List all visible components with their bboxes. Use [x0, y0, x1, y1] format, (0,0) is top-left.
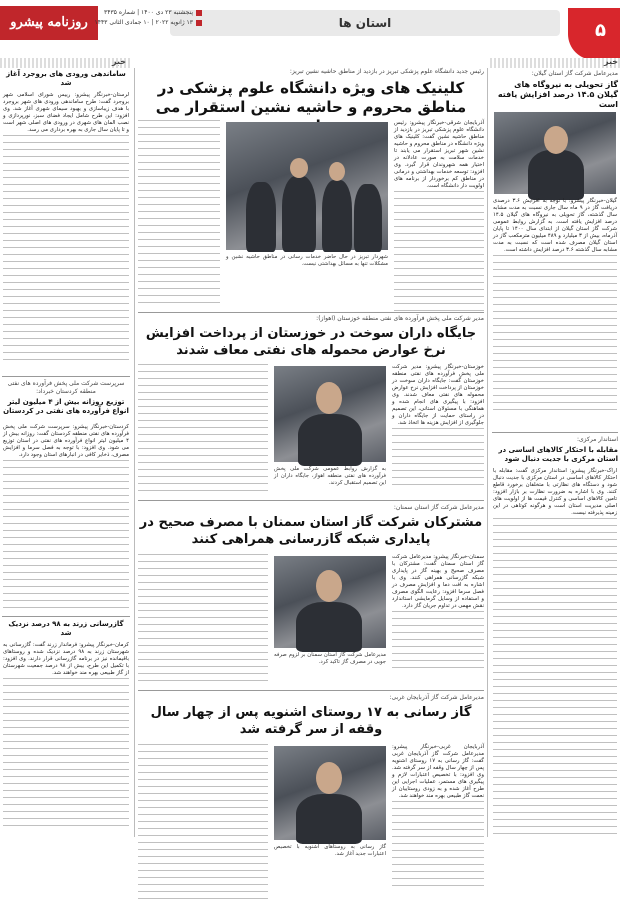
left-tag: خبر	[112, 57, 127, 66]
story4-body-2	[138, 744, 268, 904]
story3-body-text: سمنان-خبرنگار پیشرو: مدیرعامل شرکت گاز استان سمنان گفت: مشترکان با مصرف صحیح و بهینه گاز در پایداری شبکه گازرسانی همراهی کنند. وی با اشاره به افت دما و افزایش مصرف در فصل سرما افزود: رعایت الگوی مصرف و استفاده از وسایل گرمایشی استاندارد نقش مهمی در تداوم جریان گاز دارد.	[392, 554, 484, 609]
left-body-2-text: کردستان-خبرنگار پیشرو: سرپرست شرکت ملی پخش فرآورده های نفتی منطقه کردستان گفت: روزانه بیش از ۴ میلیون لیتر انواع فرآورده های نفتی در استان توزیع می شود. وی افزود: با توجه به فصل سرما و افزایش مصرف، ذخایر کافی در انبارهای استان وجود دارد.	[3, 424, 129, 458]
semnan-manager-photo	[274, 556, 386, 648]
left-divider-1	[2, 376, 130, 377]
right-body-2-text: اراک-خبرنگار پیشرو: استاندار مرکزی گفت: مقابله با احتکار کالاهای اساسی در استان مرکزی با جدیت دنبال شود و دستگاه های نظارتی با متخلفان برخورد قاطع کنند. وی با اشاره به ضرورت نظارت بر بازار افزود: تامین کالاهای اساسی و کنترل قیمت ها از اولویت های اصلی مدیریت استان است و هرگونه کوتاهی در این زمینه پذیرفته نیست.	[493, 468, 617, 516]
masthead-logo: روزنامه پیشرو	[0, 6, 98, 40]
story3-kicker: مدیرعامل شرکت گاز استان سمنان:	[393, 504, 484, 511]
lead-body	[394, 120, 484, 308]
left-column	[0, 68, 132, 837]
right-headline: گاز تحویلی به نیروگاه های گیلان ۱۴.۵ درصد افزایش یافته است	[497, 80, 618, 109]
section-title: استان ها	[170, 10, 560, 36]
left-divider-2	[2, 616, 130, 617]
left-headline-1: ساماندهی ورودی های بروجرد آغاز شد	[6, 70, 126, 87]
lead-headline: کلینیک های ویژه دانشگاه علوم پزشکی در مناطق محروم و حاشیه نشین استقرار می	[155, 79, 467, 116]
right-vdivider	[487, 68, 488, 837]
left-body-2	[3, 424, 129, 612]
right-column	[490, 68, 620, 837]
tabriz-visit-photo	[226, 122, 388, 250]
story2-headline: جایگاه داران سوخت در خوزستان از پرداخت افزایش نرخ عوارض محموله های نفتی معاف شدند	[145, 326, 477, 358]
page-number: ۵	[595, 20, 606, 41]
story3-headline: مشترکان شرکت گاز استان سمنان با مصرف صحیح در پایداری شبکه گازرسانی همراهی کنند	[139, 515, 483, 547]
date-line-persian: پنجشنبه ۲۳ دی ۱۴۰۰ | شماره ۳۴۳۵	[104, 9, 193, 16]
lead-body-text: آذربایجان شرقی-خبرنگار پیشرو: رئیس دانشگاه علوم پزشکی تبریز در بازدید از مناطق حاشیه نشین گفت: کلینیک های ویژه دانشگاه در مناطق محروم و حاشیه نشین شهر تبریز استقرار می یابند تا خدمات سلامت به صورت عادلانه در اختیار همه شهروندان قرار گیرد. وی افزود: توسعه خدمات بهداشتی و درمانی در مناطق کم برخوردار از برنامه های اولویت دار دانشگاه است.	[394, 120, 484, 189]
date-line-gregorian: ۱۳ ژانویه ۲۰۲۲ | ۱۰ جمادی الثانی ۱۴۴۳	[94, 19, 193, 26]
center-divider-1	[138, 312, 484, 313]
story3-body	[392, 554, 484, 686]
center-divider-2	[138, 500, 484, 501]
story2-body-text: خوزستان-خبرنگار پیشرو: مدیر شرکت ملی پخش فرآورده های نفتی منطقه خوزستان گفت: جایگاه داران سوخت در خوزستان از پرداخت افزایش نرخ عوارض محموله های نفتی معاف شدند. وی افزود: با پیگیری های انجام شده و هماهنگی با مسئولان استانی، این تصمیم در راستای حمایت از جایگاه داران و جلوگیری از افزایش هزینه ها اتخاذ شد.	[392, 364, 484, 426]
story4-body-text: آذربایجان غربی-خبرنگار پیشرو: مدیرعامل شرکت گاز آذربایجان غربی گفت: گاز رسانی به ۱۷ روستای اشنویه پس از چهار سال وقفه از سر گرفته شد. وی افزود: با تخصیص اعتبارات لازم و پیگیری های مستمر، عملیات اجرایی این طرح آغاز شده و به زودی روستاییان از نعمت گاز طبیعی بهره مند خواهند شد.	[392, 744, 484, 799]
left-body-3	[3, 642, 129, 834]
story4-headline: گاز رسانی به ۱۷ روستای اشنویه پس از چهار سال وقفه از سر گرفته شد	[150, 705, 472, 737]
right-kicker: مدیرعامل شرکت گاز استان گیلان:	[531, 70, 618, 77]
left-kicker-2: سرپرست شرکت ملی پخش فرآورده های نفتی منطقه کردستان خبرداد:	[7, 380, 125, 395]
lead-kicker: رئیس جدید دانشگاه علوم پزشکی تبریز در بازدید از مناطق حاشیه نشین تبریز:	[289, 68, 484, 75]
page-number-badge	[568, 8, 620, 60]
right-rule	[490, 58, 620, 68]
left-headline-2: توزیع روزانه بیش از ۴ میلیون لیتر انواع فرآورده های نفتی در کردستان	[3, 398, 129, 415]
issue-dates	[94, 8, 202, 28]
west-azarbaijan-manager-photo	[274, 746, 386, 840]
lead-caption: شهردار تبریز در حال حاضر خدمات رسانی در مناطق حاشیه نشین و مشکلات تنها به مسائل بهداشتی نیست.	[226, 254, 388, 267]
right-tag: خبر	[603, 57, 618, 66]
story2-body	[392, 364, 484, 496]
story2-kicker: مدیر شرکت ملی پخش فرآورده های نفتی منطقه خوزستان (اهواز):	[316, 315, 484, 322]
right-kicker-2: استاندار مرکزی:	[576, 436, 618, 443]
right-body-1-text: گیلان-خبرنگار پیشرو: با توجه به افزایش ۳.۶ درصدی دریافت گاز در ۹ ماه سال جاری نسبت به مدت مشابه سال گذشته، گاز تحویلی به نیروگاه های گیلان ۱۴.۵ درصد افزایش یافته است. به گزارش روابط عمومی شرکت گاز استان گیلان از ابتدای سال ۱۴۰۰ تا پایان آذرماه، بیش از ۳ میلیارد و ۴۸۹ میلیون مترمکعب گاز در استان گیلان مصرف شده است که نسبت به مدت مشابه سال گذشته ۳.۶ درصد افزایش داشته است.	[493, 198, 618, 253]
story2-body-2	[138, 364, 268, 496]
right-headline-2: مقابله با احتکار کالاهای اساسی در استان مرکزی با جدیت دنبال شود	[498, 446, 618, 463]
khuzestan-manager-photo	[274, 366, 386, 462]
left-body-3-text: کرمان-خبرنگار پیشرو: فرماندار زرند گفت: گازرسانی به شهرستان زرند به ۹۸ درصد نزدیک شده و روستاهای باقیمانده نیز در برنامه گازرسانی قرار دارند. وی افزود: با تکمیل این طرح، بیش از ۹۸ درصد جمعیت شهرستان از گاز طبیعی بهره مند خواهند شد.	[3, 642, 129, 676]
left-vdivider	[134, 68, 135, 837]
lead-body-2	[138, 120, 220, 308]
gilan-manager-photo	[494, 112, 616, 194]
story2-caption: به گزارش روابط عمومی شرکت ملی پخش فرآورده های نفتی منطقه اهواز، جایگاه داران از این تصمیم استقبال کردند.	[274, 466, 386, 486]
right-body-1	[493, 198, 617, 428]
right-divider	[492, 432, 618, 433]
center-area	[138, 68, 484, 857]
story3-body-2	[138, 554, 268, 686]
left-headline-3: گازرسانی زرند به ۹۸ درصد نزدیک شد	[8, 620, 124, 637]
story4-body	[392, 744, 484, 904]
left-body-1	[3, 92, 129, 372]
story4-caption: گاز رسانی به روستاهای اشنویه با تخصیص اعتبارات جدید آغاز شد.	[274, 844, 386, 857]
story3-caption: مدیرعامل شرکت گاز استان سمنان بر لزوم صرفه جویی در مصرف گاز تاکید کرد.	[274, 652, 386, 665]
page-header	[0, 0, 620, 58]
center-divider-3	[138, 690, 484, 691]
story4-kicker: مدیرعامل شرکت گاز آذربایجان غربی:	[389, 694, 484, 701]
left-body-1-text: لرستان-خبرنگار پیشرو: رییس شورای اسلامی شهر بروجرد گفت: طرح ساماندهی ورودی های شهر بروجرد با هدف زیباسازی و بهبود سیمای شهری آغاز شد. وی افزود: این طرح شامل ایجاد فضای سبز، نورپردازی و نصب المان های شهری در ورودی های اصلی شهر است و تا پایان سال جاری به بهره برداری می رسد.	[3, 92, 129, 133]
right-body-2	[493, 468, 617, 833]
